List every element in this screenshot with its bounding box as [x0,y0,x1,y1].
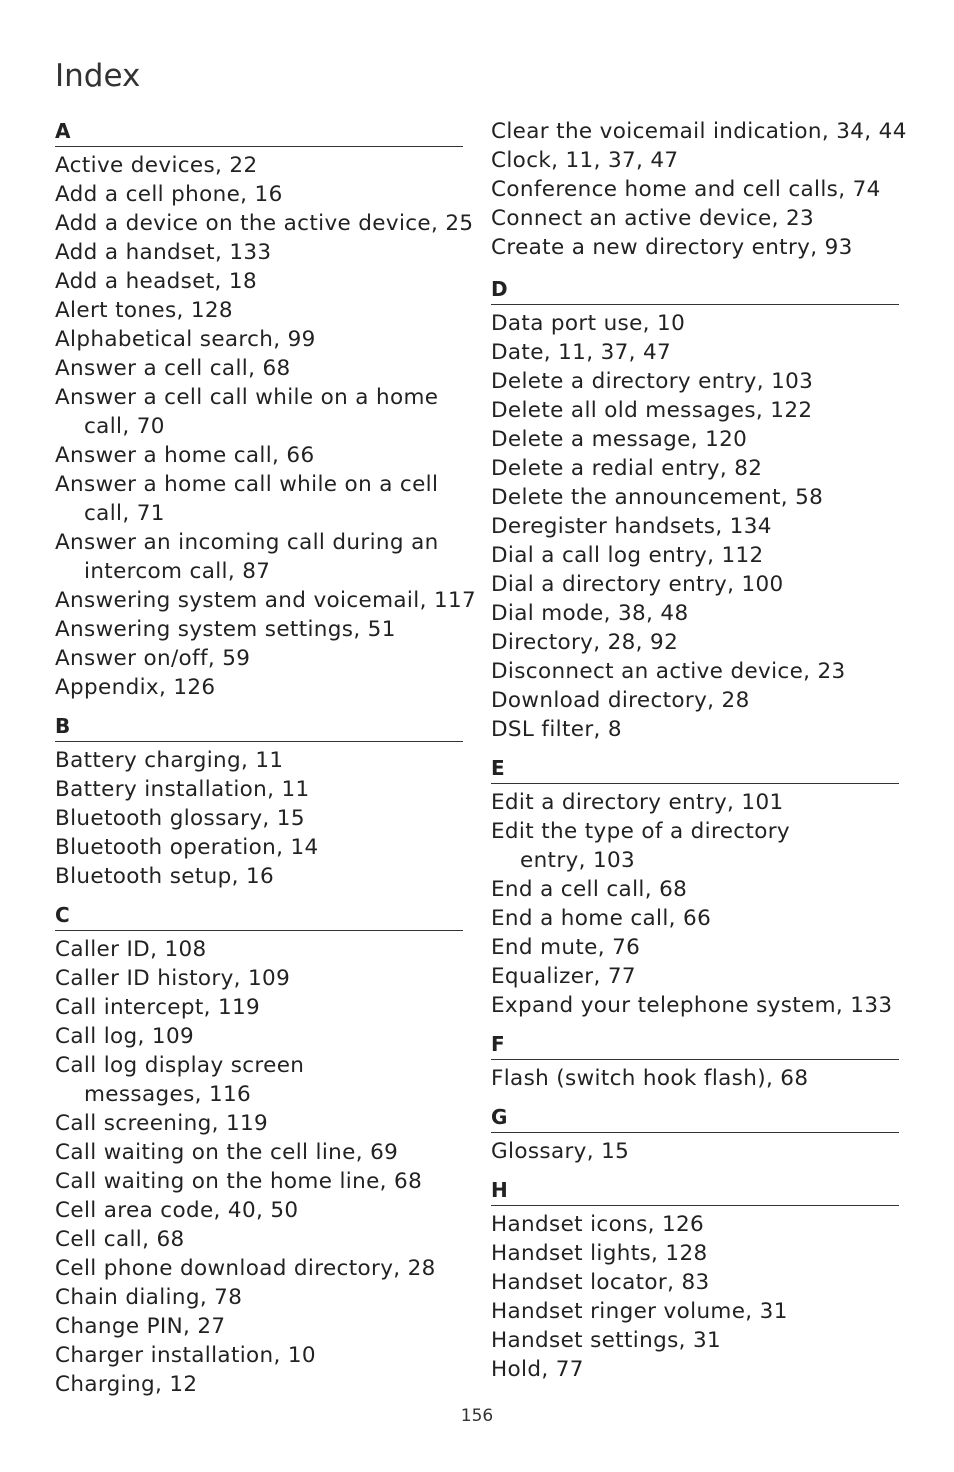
index-entry-text: Dial a call log entry, 112 [491,543,764,568]
index-entry-text: Answer on/off, 59 [55,646,251,671]
index-entry-text: Dial a directory entry, 100 [491,572,784,597]
index-entry [491,962,899,991]
index-left-column [55,117,477,1409]
index-entry [55,644,463,673]
section-letter-heading: A [55,117,463,147]
index-entry-text: Connect an active device, 23 [491,206,814,231]
index-entry [55,586,477,615]
index-entry-text: Bluetooth glossary, 15 [55,806,305,831]
index-section-c [55,901,463,1399]
index-entry-text: Call intercept, 119 [55,995,261,1020]
index-entry [491,1326,899,1355]
index-entry-text: Change PIN, 27 [55,1314,226,1339]
index-entry-text: Appendix, 126 [55,675,216,700]
index-entry-text: Data port use, 10 [491,311,686,336]
index-entry-text: Bluetooth operation, 14 [55,835,319,860]
index-entry-text: Handset locator, 83 [491,1270,710,1295]
index-section-f [491,1030,899,1093]
index-entry [491,1064,899,1093]
index-entry [491,991,899,1020]
index-entry [55,1109,463,1138]
index-entry-text: Delete a redial entry, 82 [491,456,763,481]
index-entry-text: Battery charging, 11 [55,748,284,773]
index-entry [491,483,899,512]
index-entry [491,1268,899,1297]
index-entry [491,817,899,875]
index-entry-text: Cell call, 68 [55,1227,185,1252]
index-entry-text: Glossary, 15 [491,1139,630,1164]
page-number: 156 [460,1406,494,1426]
index-entry-continuation: call, 71 [84,501,165,526]
index-entry [491,599,899,628]
index-entry [55,151,463,180]
index-entry-text: Add a headset, 18 [55,269,257,294]
index-entry-text: Caller ID history, 109 [55,966,291,991]
index-entry-text: Flash (switch hook flash), 68 [491,1066,809,1091]
index-entry-text: Edit the type of a directory [491,819,790,844]
index-entry-text: Handset icons, 126 [491,1212,705,1237]
index-entry-text: Answer a cell call while on a home [55,385,439,410]
index-section-d [491,275,899,744]
index-entry-continuation: entry, 103 [520,848,636,873]
index-entry-text: Caller ID, 108 [55,937,207,962]
index-entry [55,1225,463,1254]
index-entry [491,541,899,570]
index-entry-text: Hold, 77 [491,1357,584,1382]
index-entry-text: Bluetooth setup, 16 [55,864,275,889]
index-entry [55,964,463,993]
index-entry-text: Alphabetical search, 99 [55,327,316,352]
index-entry [491,904,899,933]
index-entry-text: Answer a home call while on a cell [55,472,439,497]
index-entry-text: Add a device on the active device, 25 [55,211,474,236]
index-entry-text: Chain dialing, 78 [55,1285,243,1310]
index-entry-text: Answer a cell call, 68 [55,356,291,381]
index-entry-text: DSL filter, 8 [491,717,622,742]
index-entry-text: Handset settings, 31 [491,1328,722,1353]
index-entry-text: Answering system and voicemail, 117 [55,588,477,613]
index-section-a [55,117,477,702]
index-entry [55,470,463,528]
index-entry-text: Delete the announcement, 58 [491,485,824,510]
index-entry-continuation: call, 70 [84,414,165,439]
index-entry-text: End a cell call, 68 [491,877,688,902]
index-entry [491,338,899,367]
index-entry-text: Call screening, 119 [55,1111,269,1136]
index-entry-text: Charger installation, 10 [55,1343,316,1368]
index-entry-text: Charging, 12 [55,1372,198,1397]
index-entry-text: Handset lights, 128 [491,1241,708,1266]
index-entry [55,1167,463,1196]
index-entry-text: Create a new directory entry, 93 [491,235,853,260]
index-entry [55,354,463,383]
page-title: Index [55,58,141,94]
index-entry [55,673,463,702]
index-section-h [491,1176,899,1384]
index-entry [55,615,463,644]
index-entry [491,715,899,744]
index-right-column-continued [491,117,907,262]
index-entry-text: Date, 11, 37, 47 [491,340,672,365]
index-section-g [491,1103,899,1166]
index-entry-text: End mute, 76 [491,935,641,960]
index-entry-text: Handset ringer volume, 31 [491,1299,788,1324]
index-entry [55,804,463,833]
index-entry-text: Answering system settings, 51 [55,617,396,642]
index-entry [491,788,899,817]
index-entry [491,1137,899,1166]
index-entry-text: Disconnect an active device, 23 [491,659,846,684]
index-entry [55,935,463,964]
index-entry [491,1355,899,1384]
index-entry [55,1051,463,1109]
index-entry-continuation: messages, 116 [84,1082,252,1107]
section-letter-heading: C [55,901,463,931]
index-entry-text: Alert tones, 128 [55,298,233,323]
section-letter-heading: H [491,1176,899,1206]
index-entry-text: Call log, 109 [55,1024,194,1049]
index-entry [55,441,463,470]
index-entry-text: Cell area code, 40, 50 [55,1198,299,1223]
index-entry-text: Edit a directory entry, 101 [491,790,784,815]
index-entry-text: Active devices, 22 [55,153,258,178]
index-entry-text: Conference home and cell calls, 74 [491,177,881,202]
index-entry-continuation: intercom call, 87 [84,559,271,584]
index-entry [55,383,463,441]
index-entry-text: End a home call, 66 [491,906,712,931]
index-entry [491,657,899,686]
index-entry-text: Clear the voicemail indication, 34, 44 [491,119,907,144]
index-entry [55,862,463,891]
index-entry [491,933,899,962]
index-entry [491,233,899,262]
section-letter-heading: E [491,754,899,784]
index-entry-text: Deregister handsets, 134 [491,514,772,539]
index-entry-text: Directory, 28, 92 [491,630,679,655]
index-entry [491,425,899,454]
index-entry-text: Call log display screen [55,1053,305,1078]
index-entry [491,367,899,396]
index-entry [55,1022,463,1051]
index-entry [55,993,463,1022]
section-letter-heading: F [491,1030,899,1060]
index-entry [55,267,463,296]
index-entry-text: Answer a home call, 66 [55,443,315,468]
index-entry [491,117,907,146]
index-entry-text: Expand your telephone system, 133 [491,993,893,1018]
section-letter-heading: B [55,712,463,742]
index-entry-text: Clock, 11, 37, 47 [491,148,679,173]
index-entry [55,1312,463,1341]
index-entry [55,1138,463,1167]
index-entry [55,1196,463,1225]
index-entry [55,1283,463,1312]
index-entry [55,833,463,862]
index-entry-text: Dial mode, 38, 48 [491,601,689,626]
index-entry-text: Battery installation, 11 [55,777,310,802]
index-entry [491,396,899,425]
index-entry-text: Add a handset, 133 [55,240,272,265]
index-entry-text: Equalizer, 77 [491,964,636,989]
index-right-column [491,275,899,1394]
index-entry [491,204,899,233]
index-entry [55,296,463,325]
index-entry-text: Call waiting on the home line, 68 [55,1169,423,1194]
index-entry [55,775,463,804]
index-entry [55,325,463,354]
index-section-b [55,712,463,891]
index-entry [491,628,899,657]
index-entry-text: Delete a directory entry, 103 [491,369,814,394]
index-entry [55,528,463,586]
section-letter-heading: D [491,275,899,305]
index-entry-text: Delete a message, 120 [491,427,748,452]
index-entry [491,175,899,204]
index-entry [55,209,474,238]
index-entry [55,180,463,209]
index-entry-text: Call waiting on the cell line, 69 [55,1140,399,1165]
index-entry [491,686,899,715]
index-entry [55,238,463,267]
index-entry-text: Cell phone download directory, 28 [55,1256,436,1281]
index-entry [55,1341,463,1370]
index-entry-text: Add a cell phone, 16 [55,182,283,207]
index-entry [491,875,899,904]
index-entry [491,1239,899,1268]
index-entry [55,1254,463,1283]
index-entry [491,570,899,599]
index-entry [491,512,899,541]
index-entry [491,146,899,175]
index-section-e [491,754,899,1020]
index-entry-text: Answer an incoming call during an [55,530,439,555]
index-entry [491,1297,899,1326]
index-entry [55,746,463,775]
index-entry [55,1370,463,1399]
section-letter-heading: G [491,1103,899,1133]
index-entry [491,454,899,483]
index-entry-text: Delete all old messages, 122 [491,398,813,423]
index-entry-text: Download directory, 28 [491,688,750,713]
index-entry [491,1210,899,1239]
index-entry [491,309,899,338]
